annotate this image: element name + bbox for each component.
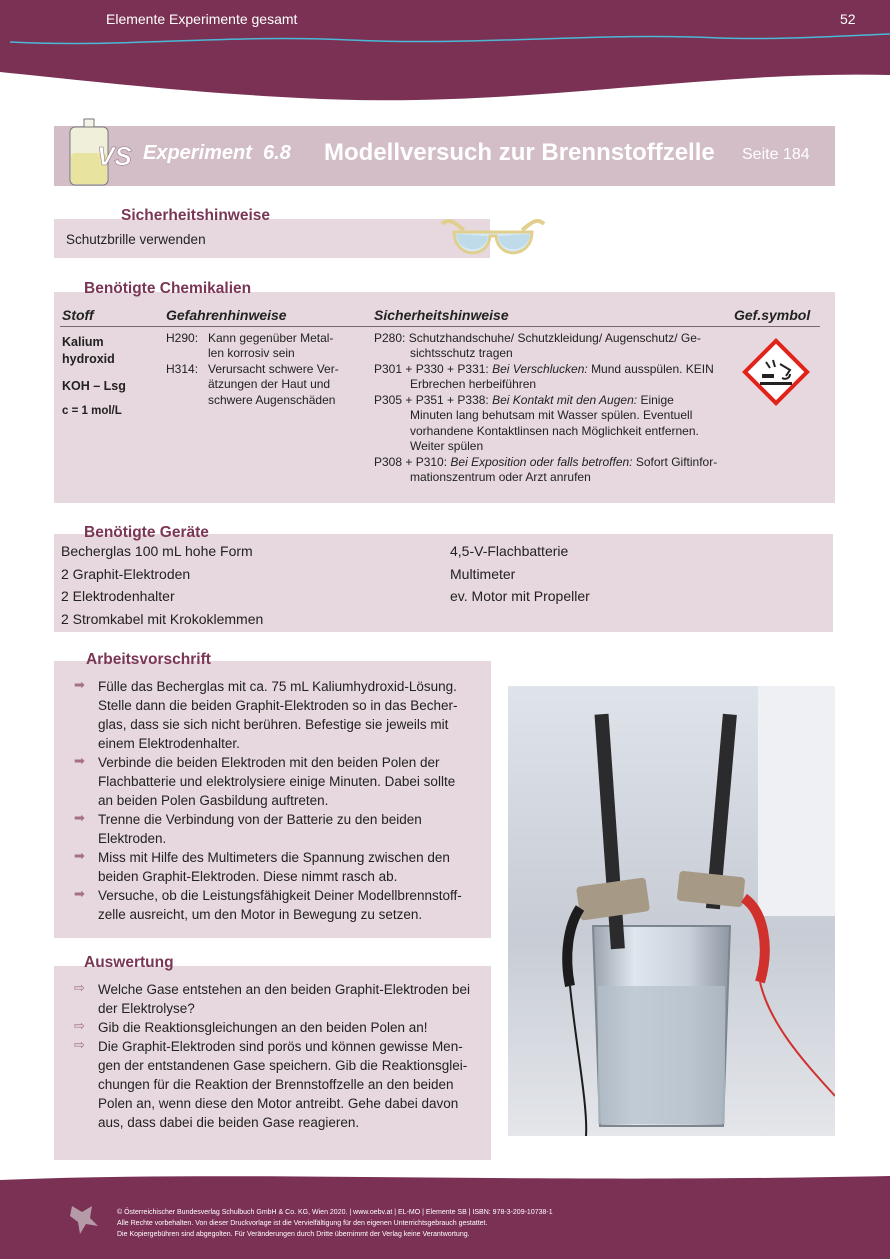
substance-formula: KOH – Lsg (62, 379, 126, 393)
list-item-line: Trenne die Verbindung von der Batterie zu den beiden (98, 812, 422, 827)
list-item-line: einem Elektrodenhalter. (98, 736, 240, 751)
h-text: len korrosiv sein (208, 346, 295, 360)
equipment-item: 2 Stromkabel mit Krokoklemmen (61, 610, 264, 627)
p-entry: P308 + P310: Bei Exposition oder falls betroffen: Sofort Giftinfor- (374, 455, 718, 469)
experiment-number: Experiment 6.8 (143, 142, 291, 164)
list-item-line: zelle ausreicht, um den Motor in Bewegung zu setzen. (98, 907, 423, 922)
list-item-line: chungen für die Reaktion der Brennstoffzelle an den beiden (98, 1077, 454, 1092)
equipment-item: Multimeter (450, 565, 516, 582)
page-reference: Seite 184 (742, 146, 810, 163)
vs-logo: VS (97, 141, 132, 171)
list-item-line: Versuche, ob die Leistungsfähigkeit Deiner Modellbrennstoff- (98, 888, 462, 903)
arrow-bullet-icon: ➡ (74, 886, 85, 901)
h-text: Verursacht schwere Ver- (208, 362, 339, 376)
h-code: H290: (166, 331, 199, 345)
footer-text (117, 1207, 553, 1240)
list-item (74, 886, 484, 924)
list-item (74, 677, 484, 753)
evaluation-heading: Auswertung (84, 954, 174, 971)
list-item (74, 810, 484, 848)
header-title: Elemente Experimente gesamt (106, 11, 298, 27)
p-entry: P301 + P330 + P331: Bei Verschlucken: Mund ausspülen. KEIN (374, 362, 714, 376)
col-hazards: Gefahrenhinweise (166, 307, 287, 323)
list-item (74, 753, 484, 810)
p-cont: Weiter spülen (410, 439, 484, 453)
wash-bottle-icon (60, 95, 140, 190)
arrow-bullet-icon: ➡ (74, 810, 85, 825)
list-item-line: beiden Graphit-Elektroden. Diese nimmt rasch ab. (98, 869, 398, 884)
list-item (74, 980, 484, 1018)
list-item-line: an beiden Polen Gasbildung auftreten. (98, 793, 329, 808)
experiment-photo (508, 686, 835, 1136)
list-item-line: gen der entstandenen Gase speichern. Gib die Reaktionsglei- (98, 1058, 468, 1073)
copyright-line: Die Kopiergebühren sind abgegolten. Für Veränderungen durch Dritte übernimmt der Verlag keine Verantwortung. (117, 1231, 470, 1238)
list-item-line: Welche Gase entstehen an den beiden Graphit-Elektroden bei (98, 982, 470, 997)
concentration: c = 1 mol/L (62, 405, 122, 417)
list-item-line: Polen an, wenn diese den Motor antreibt. Gehe dabei davon (98, 1096, 459, 1111)
chemicals-heading: Benötigte Chemikalien (84, 280, 252, 297)
list-item-line: der Elektrolyse? (98, 1001, 195, 1016)
list-item (74, 1018, 484, 1037)
arrow-bullet-icon: ➡ (74, 677, 85, 692)
list-item-line: Die Graphit-Elektroden sind porös und können gewisse Men- (98, 1039, 463, 1054)
list-item-line: Flachbatterie und elektrolysiere einige Minuten. Dabei sollte (98, 774, 456, 789)
arrow-bullet-icon: ⇨ (74, 980, 85, 995)
p-entry: P280: Schutzhandschuhe/ Schutzkleidung/ Augenschutz/ Ge- (374, 331, 701, 345)
col-symbol: Gef.symbol (734, 307, 811, 323)
safety-heading: Sicherheitshinweise (121, 207, 271, 224)
copyright-line: Alle Rechte vorbehalten. Von dieser Druckvorlage ist die Vervielfältigung für den eigenen Unterrichtsgebrauch gestattet. (117, 1220, 488, 1227)
arrow-bullet-icon: ⇨ (74, 1037, 85, 1052)
list-item-line: Stelle dann die beiden Graphit-Elektroden so in das Becher- (98, 698, 458, 713)
equipment-heading: Benötigte Geräte (84, 524, 209, 541)
h-text: ätzungen der Haut und (208, 377, 331, 391)
procedure-heading: Arbeitsvorschrift (86, 651, 211, 668)
arrow-bullet-icon: ⇨ (74, 1018, 85, 1033)
equipment-list-left (61, 540, 263, 630)
equipment-item: ev. Motor mit Propeller (450, 588, 590, 604)
equipment-list-right (450, 540, 590, 608)
h-code: H314: (166, 362, 199, 376)
list-item (74, 848, 484, 886)
safety-goggles-icon (436, 214, 550, 260)
list-item (74, 1037, 484, 1132)
safety-text: Schutzbrille verwenden (66, 232, 206, 247)
col-stoff: Stoff (62, 307, 94, 323)
col-precautions: Sicherheitshinweise (374, 307, 509, 323)
equipment-item: 2 Elektrodenhalter (61, 588, 175, 604)
list-item-line: Elektroden. (98, 831, 167, 846)
table-divider (60, 326, 820, 327)
p-cont: sichtsschutz tragen (410, 346, 513, 360)
experiment-title: Modellversuch zur Brennstoffzelle (324, 139, 715, 166)
page-number: 52 (840, 11, 856, 27)
p-cont: Minuten lang behutsam mit Wasser spülen. Eventuell (410, 408, 693, 422)
list-item-line: Fülle das Becherglas mit ca. 75 mL Kaliumhydroxid-Lösung. (98, 679, 457, 694)
corrosive-ghs-icon (742, 338, 810, 406)
evaluation-list (74, 980, 484, 1132)
list-item-line: Verbinde die beiden Elektroden mit den beiden Polen der (98, 755, 440, 770)
list-item-line: glas, dass sie sich nicht berühren. Befestige sie jeweils mit (98, 717, 449, 732)
equipment-item: 2 Graphit-Elektroden (61, 565, 191, 582)
p-entry: P305 + P351 + P338: Bei Kontakt mit den Augen: Einige (374, 393, 674, 407)
p-cont: Erbrechen herbeiführen (410, 377, 537, 391)
list-item-line: Gib die Reaktionsgleichungen an den beiden Polen an! (98, 1020, 428, 1035)
copyright-line: © Österreichischer Bundesverlag Schulbuch GmbH & Co. KG, Wien 2020. | www.oebv.at | EL-MO | Elemente SB | ISBN: 978-3-209-10738-1 (117, 1209, 553, 1216)
equipment-item: Becherglas 100 mL hohe Form (61, 543, 253, 559)
list-item-line: aus, dass dabei die beiden Gase reagieren. (98, 1115, 360, 1130)
substance-name-2: hydroxid (62, 352, 115, 366)
h-text: schwere Augenschäden (208, 393, 336, 407)
arrow-bullet-icon: ➡ (74, 848, 85, 863)
procedure-list (74, 677, 484, 924)
substance-name-1: Kalium (62, 335, 104, 349)
equipment-item: 4,5-V-Flachbatterie (450, 543, 569, 559)
p-cont: mationszentrum oder Arzt anrufen (410, 470, 591, 484)
h-text: Kann gegenüber Metal- (208, 331, 334, 345)
p-cont: vorhandene Kontaktlinsen nach Möglichkeit entfernen. (410, 424, 699, 438)
list-item-line: Miss mit Hilfe des Multimeters die Spannung zwischen den (98, 850, 450, 865)
arrow-bullet-icon: ➡ (74, 753, 85, 768)
